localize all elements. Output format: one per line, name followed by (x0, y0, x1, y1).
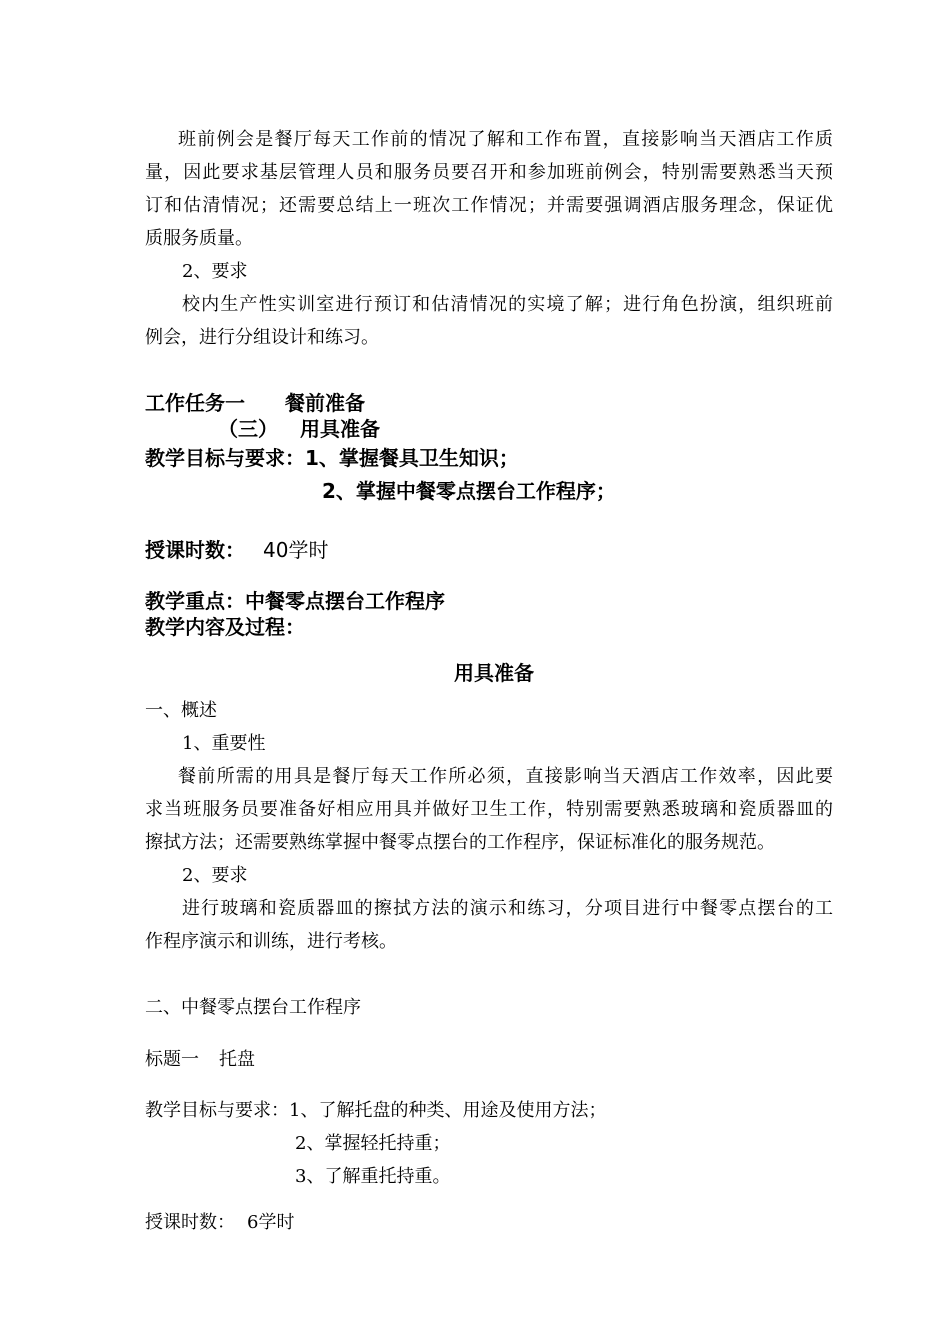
task-goals: 教学目标与要求：1、掌握餐具卫生知识； (145, 446, 519, 470)
intro-line-2: 量，因此要求基层管理人员和服务员要召开和参加班前例会，特别需要熟悉当天预 (145, 162, 833, 183)
part2-hours: 授课时数： 6学时 (145, 1212, 295, 1233)
task-hours: 授课时数： 40学时 (145, 538, 329, 562)
intro-line-1: 班前例会是餐厅每天工作前的情况了解和工作布置，直接影响当天酒店工作质 (178, 129, 833, 150)
section-req-line-2: 作程序演示和训练，进行考核。 (145, 931, 397, 952)
section-req-heading: 2、要求 (182, 865, 248, 886)
importance-heading: 1、重要性 (182, 733, 266, 754)
intro-line-4: 质服务质量。 (145, 228, 253, 249)
overview-heading: 一、概述 (145, 700, 217, 721)
importance-line-2: 求当班服务员要准备好相应用具并做好卫生工作，特别需要熟悉玻璃和瓷质器皿的 (145, 799, 833, 820)
section-req-line-1: 进行玻璃和瓷质器皿的擦拭方法的演示和练习，分项目进行中餐零点摆台的工 (182, 898, 833, 919)
intro-req-heading: 2、要求 (182, 261, 248, 282)
part2-heading: 二、中餐零点摆台工作程序 (145, 997, 361, 1018)
intro-req-line-2: 例会，进行分组设计和练习。 (145, 327, 379, 348)
part2-goals: 教学目标与要求：1、了解托盘的种类、用途及使用方法； (145, 1100, 607, 1121)
intro-line-3: 订和估清情况；还需要总结上一班次工作情况；并需要强调酒店服务理念，保证优 (145, 195, 833, 216)
task-focus: 教学重点：中餐零点摆台工作程序 (145, 589, 445, 613)
part2-goal-3: 3、了解重托持重。 (295, 1166, 451, 1187)
part2-topic: 标题一 托盘 (145, 1049, 255, 1070)
section-title: 用具准备 (454, 661, 534, 685)
task-content-label: 教学内容及过程： (145, 615, 305, 639)
part2-goal-2: 2、掌握轻托持重； (295, 1133, 451, 1154)
importance-line-1: 餐前所需的用具是餐厅每天工作所必须，直接影响当天酒店工作效率，因此要 (178, 766, 833, 787)
task-title: 工作任务一 餐前准备 (145, 391, 365, 415)
task-subtitle: （三） 用具准备 (218, 417, 380, 441)
task-goal-2: 2、掌握中餐零点摆台工作程序； (322, 479, 616, 503)
importance-line-3: 擦拭方法；还需要熟练掌握中餐零点摆台的工作程序，保证标准化的服务规范。 (145, 832, 775, 853)
intro-req-line-1: 校内生产性实训室进行预订和估清情况的实境了解；进行角色扮演，组织班前 (182, 294, 833, 315)
